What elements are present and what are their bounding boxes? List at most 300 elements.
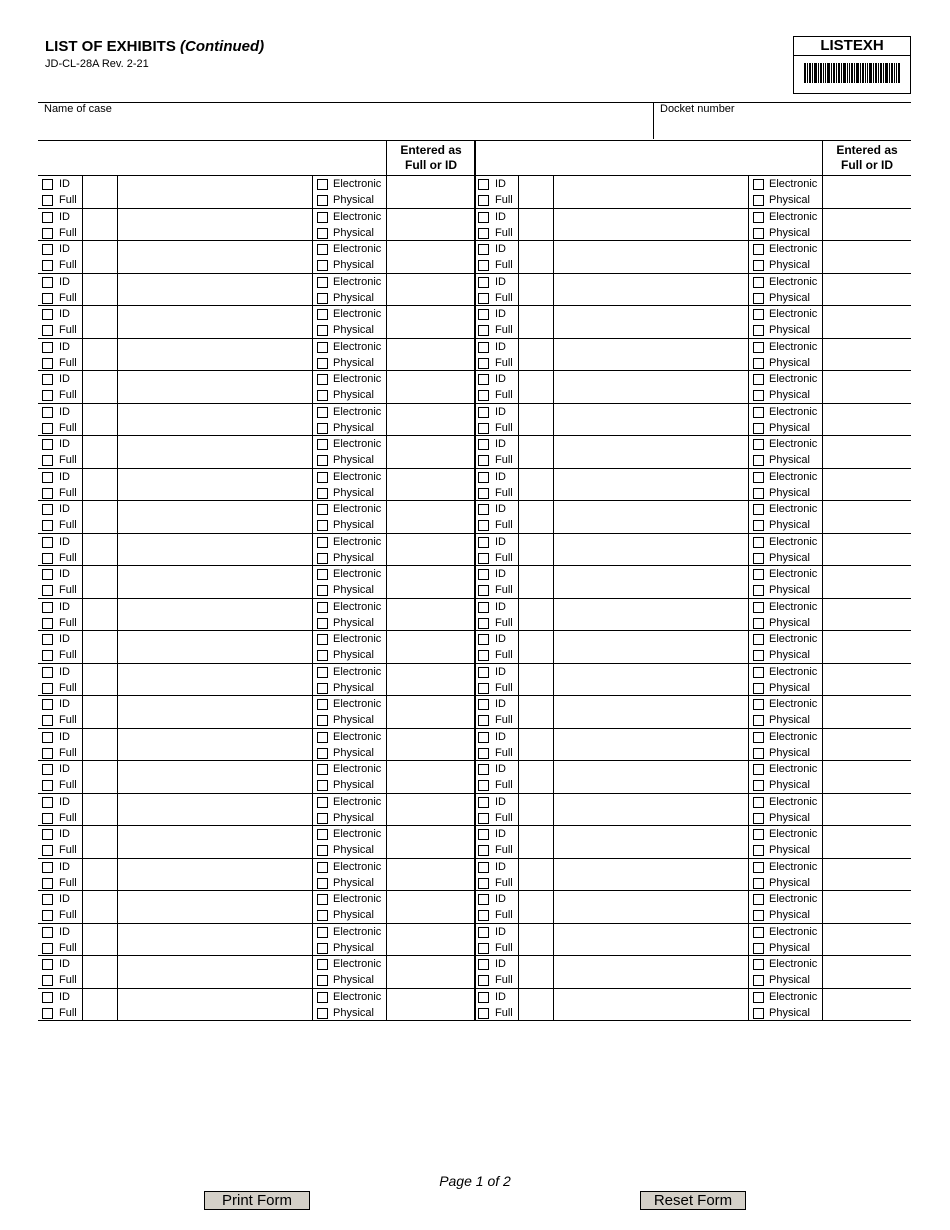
physical-checkbox[interactable] (753, 910, 764, 921)
exhibit-number-field[interactable] (82, 696, 117, 728)
physical-checkbox[interactable] (317, 358, 328, 369)
exhibit-description-field[interactable] (554, 469, 748, 501)
exhibit-description-field[interactable] (554, 859, 748, 891)
exhibit-number-field[interactable] (518, 826, 553, 858)
id-checkbox[interactable] (42, 374, 53, 385)
physical-checkbox[interactable] (317, 260, 328, 271)
entered-as-field[interactable] (387, 891, 473, 923)
exhibit-description-field[interactable] (554, 371, 748, 403)
full-checkbox[interactable] (478, 748, 489, 759)
full-checkbox[interactable] (478, 813, 489, 824)
exhibit-number-field[interactable] (518, 306, 553, 338)
physical-checkbox[interactable] (753, 520, 764, 531)
exhibit-number-field[interactable] (518, 566, 553, 598)
exhibit-number-field[interactable] (82, 501, 117, 533)
id-checkbox[interactable] (478, 699, 489, 710)
physical-checkbox[interactable] (317, 878, 328, 889)
id-checkbox[interactable] (478, 862, 489, 873)
full-checkbox[interactable] (42, 423, 53, 434)
exhibit-number-field[interactable] (518, 664, 553, 696)
electronic-checkbox[interactable] (317, 927, 328, 938)
exhibit-number-field[interactable] (82, 339, 117, 371)
electronic-checkbox[interactable] (753, 634, 764, 645)
id-checkbox[interactable] (478, 342, 489, 353)
entered-as-field[interactable] (823, 566, 911, 598)
exhibit-description-field[interactable] (118, 404, 312, 436)
id-checkbox[interactable] (478, 212, 489, 223)
electronic-checkbox[interactable] (317, 602, 328, 613)
full-checkbox[interactable] (478, 975, 489, 986)
exhibit-description-field[interactable] (118, 241, 312, 273)
exhibit-description-field[interactable] (554, 274, 748, 306)
full-checkbox[interactable] (42, 260, 53, 271)
full-checkbox[interactable] (42, 293, 53, 304)
entered-as-field[interactable] (823, 501, 911, 533)
exhibit-description-field[interactable] (554, 241, 748, 273)
entered-as-field[interactable] (387, 469, 473, 501)
electronic-checkbox[interactable] (753, 992, 764, 1003)
exhibit-number-field[interactable] (518, 599, 553, 631)
physical-checkbox[interactable] (317, 780, 328, 791)
exhibit-description-field[interactable] (554, 436, 748, 468)
exhibit-description-field[interactable] (554, 404, 748, 436)
exhibit-description-field[interactable] (118, 371, 312, 403)
id-checkbox[interactable] (42, 244, 53, 255)
exhibit-number-field[interactable] (82, 664, 117, 696)
entered-as-field[interactable] (387, 371, 473, 403)
exhibit-description-field[interactable] (554, 989, 748, 1021)
physical-checkbox[interactable] (317, 813, 328, 824)
physical-checkbox[interactable] (317, 910, 328, 921)
exhibit-description-field[interactable] (118, 664, 312, 696)
entered-as-field[interactable] (823, 826, 911, 858)
exhibit-description-field[interactable] (554, 501, 748, 533)
physical-checkbox[interactable] (317, 488, 328, 499)
physical-checkbox[interactable] (753, 423, 764, 434)
entered-as-field[interactable] (823, 371, 911, 403)
entered-as-field[interactable] (823, 599, 911, 631)
id-checkbox[interactable] (478, 374, 489, 385)
electronic-checkbox[interactable] (317, 244, 328, 255)
physical-checkbox[interactable] (753, 878, 764, 889)
id-checkbox[interactable] (42, 927, 53, 938)
exhibit-description-field[interactable] (118, 794, 312, 826)
exhibit-description-field[interactable] (554, 761, 748, 793)
physical-checkbox[interactable] (753, 780, 764, 791)
id-checkbox[interactable] (478, 829, 489, 840)
entered-as-field[interactable] (823, 859, 911, 891)
exhibit-description-field[interactable] (554, 664, 748, 696)
exhibit-description-field[interactable] (118, 761, 312, 793)
full-checkbox[interactable] (478, 455, 489, 466)
id-checkbox[interactable] (42, 602, 53, 613)
id-checkbox[interactable] (478, 179, 489, 190)
electronic-checkbox[interactable] (753, 602, 764, 613)
entered-as-field[interactable] (823, 404, 911, 436)
electronic-checkbox[interactable] (317, 667, 328, 678)
exhibit-number-field[interactable] (518, 534, 553, 566)
exhibit-description-field[interactable] (118, 859, 312, 891)
entered-as-field[interactable] (387, 956, 473, 988)
exhibit-description-field[interactable] (554, 956, 748, 988)
id-checkbox[interactable] (478, 309, 489, 320)
physical-checkbox[interactable] (753, 618, 764, 629)
electronic-checkbox[interactable] (317, 732, 328, 743)
entered-as-field[interactable] (823, 534, 911, 566)
entered-as-field[interactable] (387, 274, 473, 306)
electronic-checkbox[interactable] (753, 309, 764, 320)
exhibit-number-field[interactable] (82, 436, 117, 468)
id-checkbox[interactable] (478, 407, 489, 418)
physical-checkbox[interactable] (317, 618, 328, 629)
exhibit-number-field[interactable] (82, 274, 117, 306)
exhibit-number-field[interactable] (82, 404, 117, 436)
physical-checkbox[interactable] (317, 423, 328, 434)
exhibit-description-field[interactable] (118, 989, 312, 1021)
exhibit-description-field[interactable] (554, 599, 748, 631)
exhibit-description-field[interactable] (118, 599, 312, 631)
id-checkbox[interactable] (478, 894, 489, 905)
electronic-checkbox[interactable] (753, 569, 764, 580)
physical-checkbox[interactable] (317, 520, 328, 531)
exhibit-number-field[interactable] (518, 989, 553, 1021)
exhibit-number-field[interactable] (518, 469, 553, 501)
full-checkbox[interactable] (42, 520, 53, 531)
exhibit-description-field[interactable] (118, 176, 312, 208)
physical-checkbox[interactable] (753, 975, 764, 986)
exhibit-description-field[interactable] (118, 534, 312, 566)
full-checkbox[interactable] (478, 228, 489, 239)
electronic-checkbox[interactable] (753, 959, 764, 970)
exhibit-number-field[interactable] (518, 891, 553, 923)
full-checkbox[interactable] (42, 878, 53, 889)
physical-checkbox[interactable] (317, 228, 328, 239)
electronic-checkbox[interactable] (317, 407, 328, 418)
entered-as-field[interactable] (387, 599, 473, 631)
id-checkbox[interactable] (42, 277, 53, 288)
full-checkbox[interactable] (478, 910, 489, 921)
electronic-checkbox[interactable] (753, 277, 764, 288)
exhibit-number-field[interactable] (518, 436, 553, 468)
exhibit-number-field[interactable] (518, 631, 553, 663)
full-checkbox[interactable] (478, 585, 489, 596)
physical-checkbox[interactable] (317, 748, 328, 759)
full-checkbox[interactable] (42, 975, 53, 986)
exhibit-description-field[interactable] (118, 891, 312, 923)
entered-as-field[interactable] (387, 924, 473, 956)
electronic-checkbox[interactable] (753, 407, 764, 418)
entered-as-field[interactable] (823, 989, 911, 1021)
physical-checkbox[interactable] (317, 390, 328, 401)
full-checkbox[interactable] (478, 780, 489, 791)
electronic-checkbox[interactable] (753, 894, 764, 905)
electronic-checkbox[interactable] (753, 667, 764, 678)
electronic-checkbox[interactable] (317, 342, 328, 353)
id-checkbox[interactable] (42, 797, 53, 808)
physical-checkbox[interactable] (317, 715, 328, 726)
electronic-checkbox[interactable] (317, 179, 328, 190)
entered-as-field[interactable] (387, 566, 473, 598)
electronic-checkbox[interactable] (317, 569, 328, 580)
full-checkbox[interactable] (478, 878, 489, 889)
physical-checkbox[interactable] (753, 1008, 764, 1019)
id-checkbox[interactable] (42, 829, 53, 840)
exhibit-number-field[interactable] (82, 241, 117, 273)
entered-as-field[interactable] (823, 924, 911, 956)
physical-checkbox[interactable] (317, 293, 328, 304)
id-checkbox[interactable] (478, 959, 489, 970)
electronic-checkbox[interactable] (753, 439, 764, 450)
full-checkbox[interactable] (478, 943, 489, 954)
exhibit-number-field[interactable] (82, 599, 117, 631)
full-checkbox[interactable] (478, 195, 489, 206)
full-checkbox[interactable] (478, 325, 489, 336)
physical-checkbox[interactable] (753, 358, 764, 369)
exhibit-description-field[interactable] (554, 566, 748, 598)
exhibit-description-field[interactable] (554, 306, 748, 338)
id-checkbox[interactable] (42, 667, 53, 678)
exhibit-description-field[interactable] (118, 696, 312, 728)
full-checkbox[interactable] (42, 618, 53, 629)
docket-number-field[interactable] (660, 119, 905, 137)
full-checkbox[interactable] (42, 585, 53, 596)
physical-checkbox[interactable] (317, 650, 328, 661)
full-checkbox[interactable] (478, 293, 489, 304)
entered-as-field[interactable] (823, 664, 911, 696)
physical-checkbox[interactable] (317, 585, 328, 596)
electronic-checkbox[interactable] (753, 764, 764, 775)
exhibit-number-field[interactable] (518, 274, 553, 306)
full-checkbox[interactable] (478, 260, 489, 271)
id-checkbox[interactable] (42, 212, 53, 223)
id-checkbox[interactable] (478, 602, 489, 613)
id-checkbox[interactable] (42, 764, 53, 775)
electronic-checkbox[interactable] (753, 212, 764, 223)
id-checkbox[interactable] (42, 634, 53, 645)
exhibit-number-field[interactable] (82, 859, 117, 891)
physical-checkbox[interactable] (753, 195, 764, 206)
electronic-checkbox[interactable] (317, 862, 328, 873)
exhibit-number-field[interactable] (82, 891, 117, 923)
entered-as-field[interactable] (823, 761, 911, 793)
entered-as-field[interactable] (387, 859, 473, 891)
id-checkbox[interactable] (478, 537, 489, 548)
exhibit-number-field[interactable] (82, 631, 117, 663)
full-checkbox[interactable] (42, 488, 53, 499)
electronic-checkbox[interactable] (317, 439, 328, 450)
exhibit-number-field[interactable] (518, 956, 553, 988)
entered-as-field[interactable] (823, 209, 911, 241)
electronic-checkbox[interactable] (317, 634, 328, 645)
exhibit-number-field[interactable] (82, 956, 117, 988)
exhibit-description-field[interactable] (118, 924, 312, 956)
electronic-checkbox[interactable] (317, 992, 328, 1003)
entered-as-field[interactable] (387, 794, 473, 826)
physical-checkbox[interactable] (753, 650, 764, 661)
physical-checkbox[interactable] (317, 975, 328, 986)
exhibit-number-field[interactable] (518, 371, 553, 403)
exhibit-number-field[interactable] (82, 989, 117, 1021)
exhibit-description-field[interactable] (554, 794, 748, 826)
id-checkbox[interactable] (478, 439, 489, 450)
full-checkbox[interactable] (42, 650, 53, 661)
id-checkbox[interactable] (42, 309, 53, 320)
exhibit-number-field[interactable] (82, 826, 117, 858)
exhibit-description-field[interactable] (118, 826, 312, 858)
entered-as-field[interactable] (387, 306, 473, 338)
entered-as-field[interactable] (387, 664, 473, 696)
electronic-checkbox[interactable] (753, 699, 764, 710)
exhibit-number-field[interactable] (82, 924, 117, 956)
exhibit-number-field[interactable] (82, 534, 117, 566)
physical-checkbox[interactable] (753, 488, 764, 499)
electronic-checkbox[interactable] (317, 699, 328, 710)
id-checkbox[interactable] (42, 439, 53, 450)
exhibit-number-field[interactable] (518, 794, 553, 826)
electronic-checkbox[interactable] (317, 277, 328, 288)
id-checkbox[interactable] (478, 569, 489, 580)
full-checkbox[interactable] (42, 943, 53, 954)
electronic-checkbox[interactable] (317, 309, 328, 320)
exhibit-number-field[interactable] (518, 729, 553, 761)
full-checkbox[interactable] (478, 390, 489, 401)
entered-as-field[interactable] (823, 696, 911, 728)
full-checkbox[interactable] (42, 748, 53, 759)
full-checkbox[interactable] (42, 910, 53, 921)
exhibit-number-field[interactable] (518, 339, 553, 371)
exhibit-description-field[interactable] (554, 924, 748, 956)
entered-as-field[interactable] (387, 339, 473, 371)
exhibit-description-field[interactable] (118, 274, 312, 306)
electronic-checkbox[interactable] (753, 342, 764, 353)
electronic-checkbox[interactable] (753, 537, 764, 548)
entered-as-field[interactable] (823, 241, 911, 273)
id-checkbox[interactable] (478, 732, 489, 743)
full-checkbox[interactable] (478, 488, 489, 499)
full-checkbox[interactable] (478, 683, 489, 694)
full-checkbox[interactable] (42, 228, 53, 239)
physical-checkbox[interactable] (753, 683, 764, 694)
entered-as-field[interactable] (387, 761, 473, 793)
physical-checkbox[interactable] (317, 1008, 328, 1019)
electronic-checkbox[interactable] (317, 504, 328, 515)
electronic-checkbox[interactable] (753, 829, 764, 840)
exhibit-description-field[interactable] (554, 176, 748, 208)
physical-checkbox[interactable] (753, 260, 764, 271)
full-checkbox[interactable] (478, 845, 489, 856)
entered-as-field[interactable] (823, 469, 911, 501)
entered-as-field[interactable] (387, 826, 473, 858)
physical-checkbox[interactable] (753, 585, 764, 596)
exhibit-number-field[interactable] (82, 729, 117, 761)
exhibit-number-field[interactable] (82, 209, 117, 241)
entered-as-field[interactable] (823, 176, 911, 208)
exhibit-description-field[interactable] (118, 956, 312, 988)
exhibit-number-field[interactable] (82, 566, 117, 598)
full-checkbox[interactable] (478, 553, 489, 564)
electronic-checkbox[interactable] (753, 797, 764, 808)
reset-form-button[interactable]: Reset Form (640, 1191, 746, 1210)
electronic-checkbox[interactable] (317, 959, 328, 970)
id-checkbox[interactable] (42, 894, 53, 905)
full-checkbox[interactable] (478, 520, 489, 531)
full-checkbox[interactable] (42, 780, 53, 791)
electronic-checkbox[interactable] (753, 472, 764, 483)
exhibit-number-field[interactable] (518, 761, 553, 793)
id-checkbox[interactable] (478, 244, 489, 255)
electronic-checkbox[interactable] (317, 212, 328, 223)
physical-checkbox[interactable] (317, 683, 328, 694)
id-checkbox[interactable] (478, 797, 489, 808)
physical-checkbox[interactable] (753, 813, 764, 824)
electronic-checkbox[interactable] (753, 244, 764, 255)
full-checkbox[interactable] (42, 325, 53, 336)
entered-as-field[interactable] (387, 209, 473, 241)
physical-checkbox[interactable] (317, 553, 328, 564)
id-checkbox[interactable] (42, 959, 53, 970)
id-checkbox[interactable] (478, 277, 489, 288)
exhibit-description-field[interactable] (554, 891, 748, 923)
id-checkbox[interactable] (42, 407, 53, 418)
exhibit-description-field[interactable] (554, 826, 748, 858)
entered-as-field[interactable] (823, 631, 911, 663)
entered-as-field[interactable] (823, 729, 911, 761)
exhibit-description-field[interactable] (118, 339, 312, 371)
id-checkbox[interactable] (478, 504, 489, 515)
case-name-field[interactable] (44, 119, 644, 137)
full-checkbox[interactable] (478, 715, 489, 726)
id-checkbox[interactable] (42, 537, 53, 548)
exhibit-number-field[interactable] (82, 469, 117, 501)
entered-as-field[interactable] (387, 436, 473, 468)
id-checkbox[interactable] (42, 179, 53, 190)
full-checkbox[interactable] (478, 650, 489, 661)
id-checkbox[interactable] (42, 342, 53, 353)
electronic-checkbox[interactable] (753, 179, 764, 190)
exhibit-number-field[interactable] (518, 859, 553, 891)
exhibit-number-field[interactable] (518, 696, 553, 728)
entered-as-field[interactable] (823, 891, 911, 923)
electronic-checkbox[interactable] (753, 504, 764, 515)
exhibit-description-field[interactable] (118, 631, 312, 663)
exhibit-number-field[interactable] (82, 371, 117, 403)
exhibit-description-field[interactable] (118, 436, 312, 468)
entered-as-field[interactable] (823, 436, 911, 468)
physical-checkbox[interactable] (753, 748, 764, 759)
exhibit-description-field[interactable] (554, 534, 748, 566)
id-checkbox[interactable] (478, 764, 489, 775)
entered-as-field[interactable] (387, 631, 473, 663)
full-checkbox[interactable] (42, 813, 53, 824)
exhibit-description-field[interactable] (554, 631, 748, 663)
exhibit-number-field[interactable] (518, 209, 553, 241)
electronic-checkbox[interactable] (317, 537, 328, 548)
id-checkbox[interactable] (478, 667, 489, 678)
entered-as-field[interactable] (387, 534, 473, 566)
id-checkbox[interactable] (42, 992, 53, 1003)
physical-checkbox[interactable] (753, 325, 764, 336)
entered-as-field[interactable] (823, 956, 911, 988)
exhibit-number-field[interactable] (82, 794, 117, 826)
id-checkbox[interactable] (478, 634, 489, 645)
full-checkbox[interactable] (478, 423, 489, 434)
physical-checkbox[interactable] (753, 455, 764, 466)
exhibit-description-field[interactable] (118, 209, 312, 241)
full-checkbox[interactable] (42, 715, 53, 726)
electronic-checkbox[interactable] (317, 764, 328, 775)
full-checkbox[interactable] (42, 455, 53, 466)
full-checkbox[interactable] (42, 390, 53, 401)
